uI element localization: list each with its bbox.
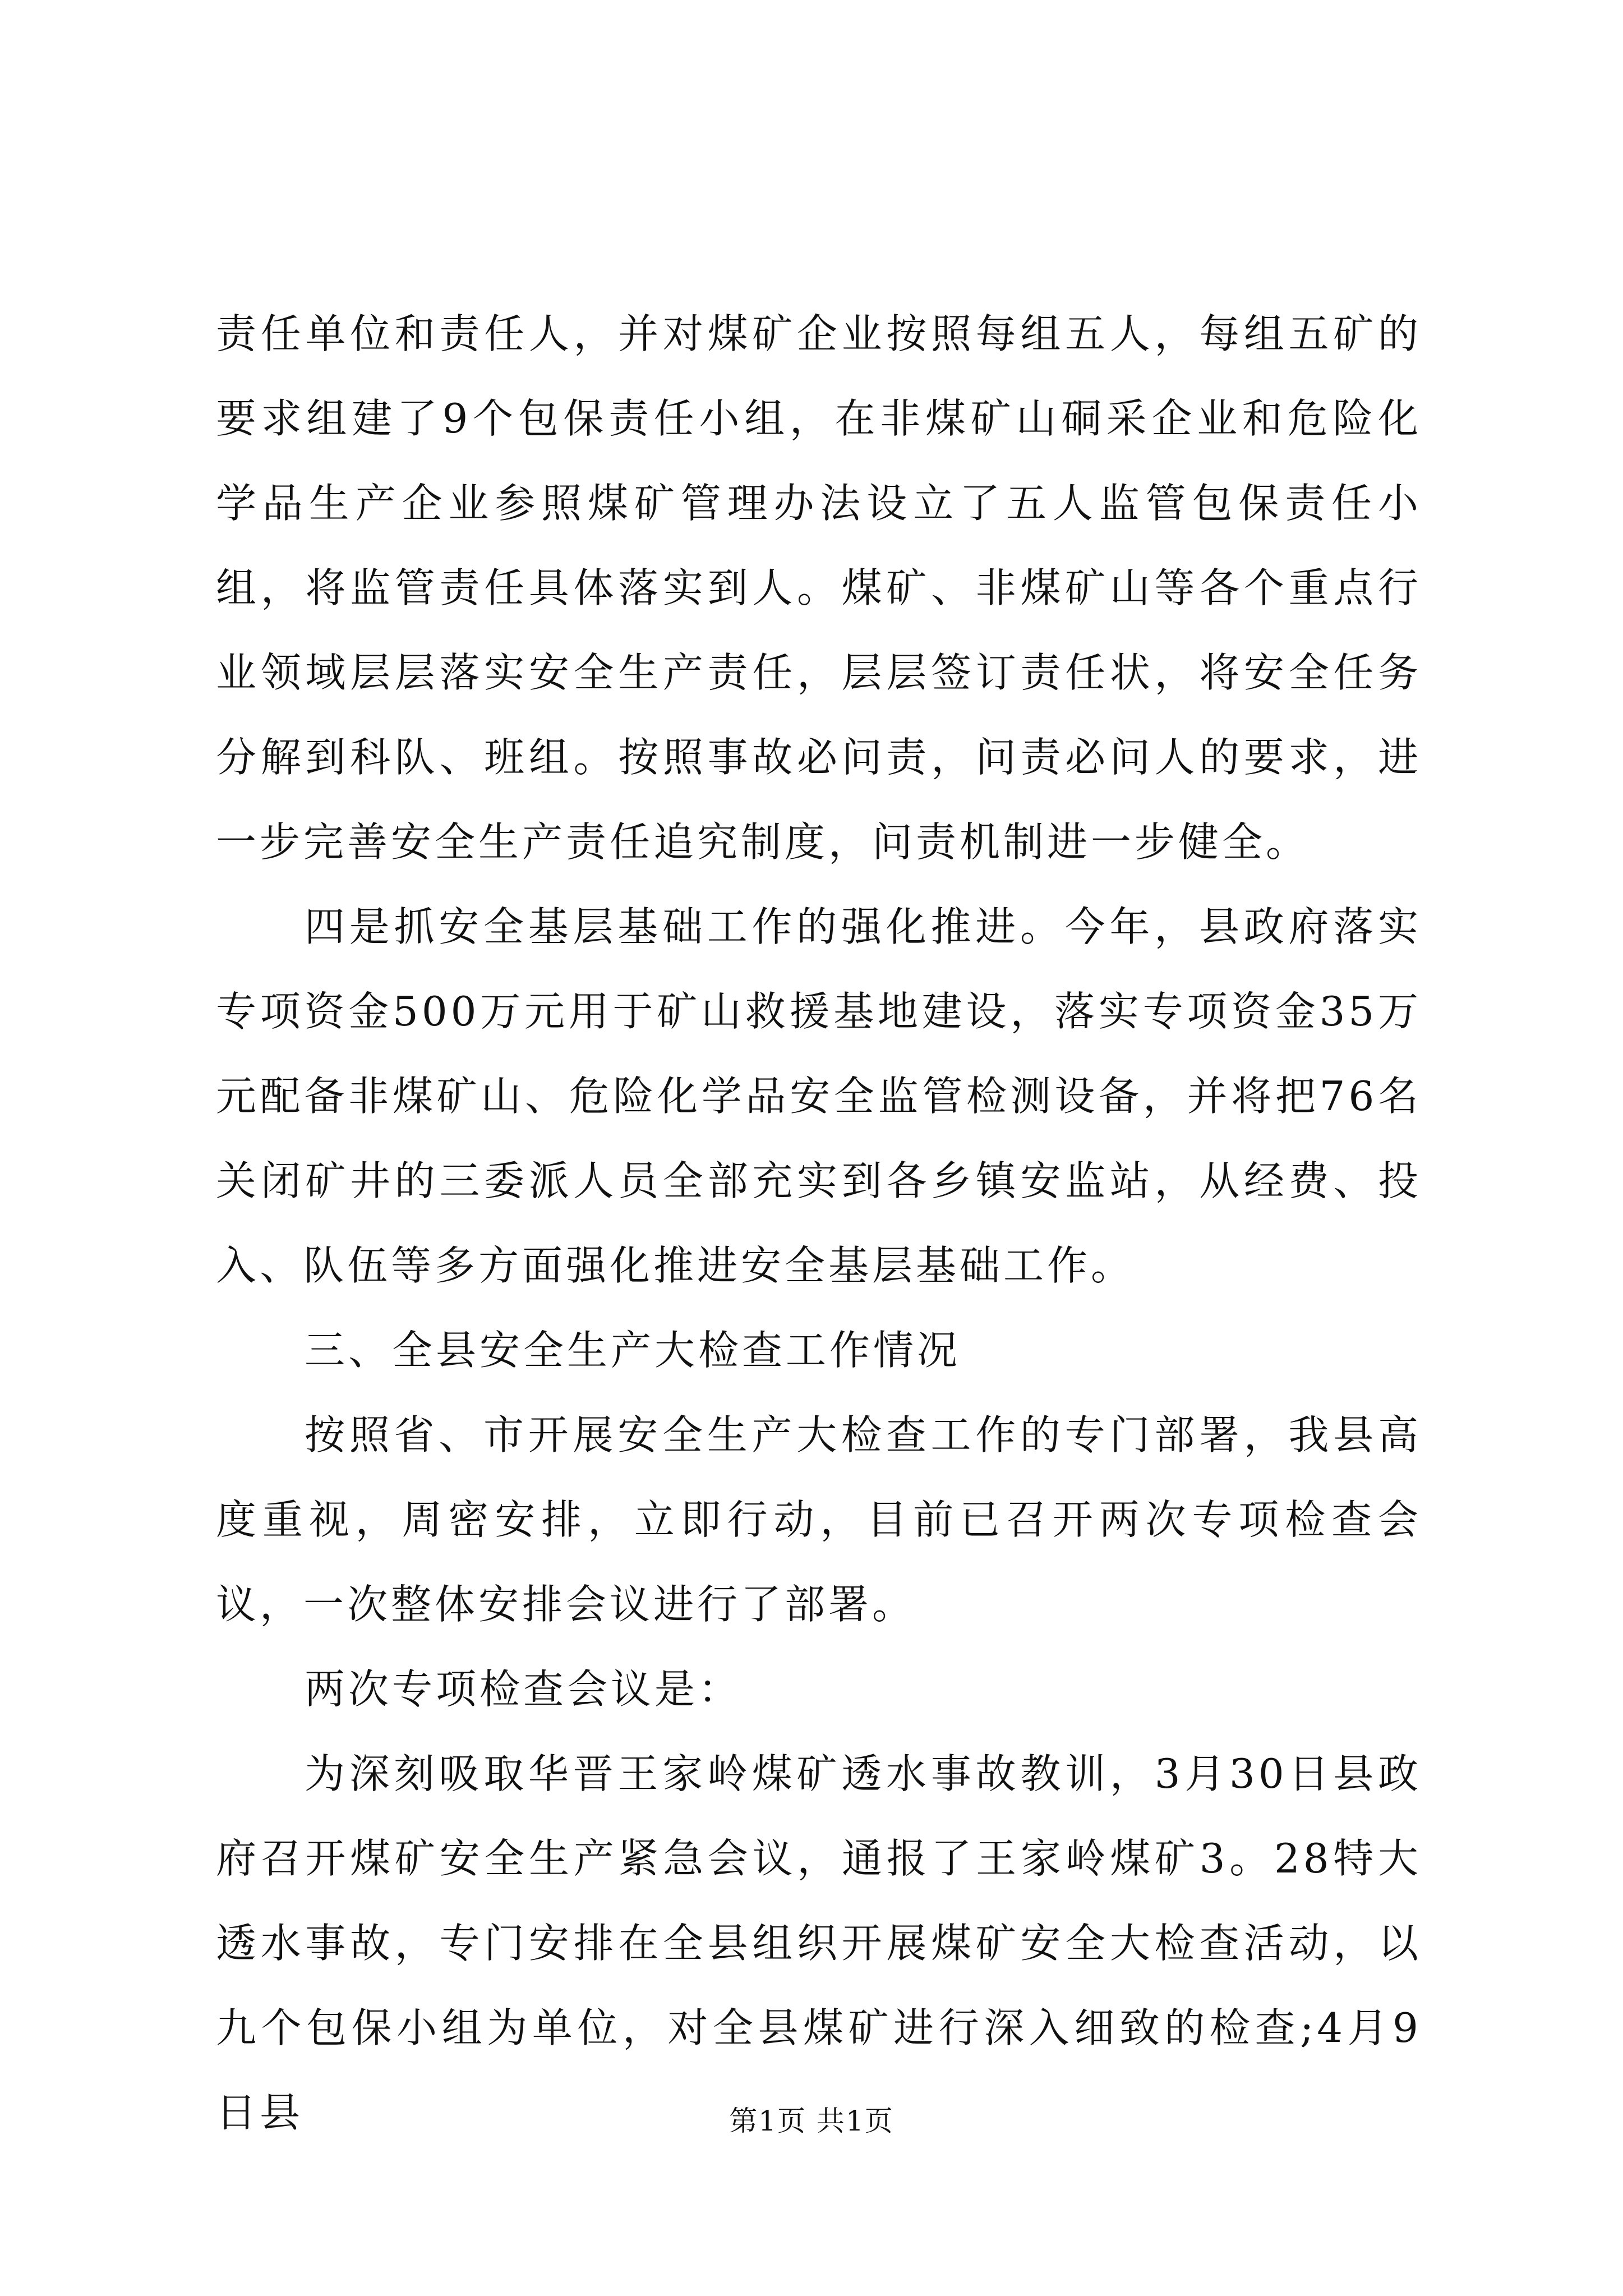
paragraph-inspection-arrangement: 按照省、市开展安全生产大检查工作的专门部署，我县高度重视，周密安排，立即行动，目前已召开两次专项检查会议，一次整体安排会议进行了部署。: [216, 1411, 1422, 1628]
paragraph-grassroots-work: 四是抓安全基层基础工作的强化推进。今年，县政府落实专项资金500万元用于矿山救援基地建设，落实专项资金35万元配备非煤矿山、危险化学品安全监管检测设备，并将把76名关闭矿井的三委派人员全部充实到各乡镇安监站，从经费、投入、队伍等多方面强化推进安全基层基础工作。: [216, 903, 1422, 1289]
document-body: [216, 292, 1422, 2155]
section-heading-inspection: 三、全县安全生产大检查工作情况: [305, 1327, 961, 1374]
paragraph-responsibility-continuation: 责任单位和责任人，并对煤矿企业按照每组五人，每组五矿的要求组建了9个包保责任小组，在非煤矿山硐采企业和危险化学品生产企业参照煤矿管理办法设立了五人监管包保责任小组，将监管责任具体落实到人。煤矿、非煤矿山等各个重点行业领域层层落实安全生产责任，层层签订责任状，将安全任务分解到科队、班组。按照事故必问责，问责必问人的要求，进一步完善安全生产责任追究制度，问责机制进一步健全。: [216, 310, 1422, 866]
paragraph-coal-mine-meeting: 为深刻吸取华晋王家岭煤矿透水事故教训，3月30日县政府召开煤矿安全生产紧急会议，通报了王家岭煤矿3。28特大透水事故，专门安排在全县组织开展煤矿安全大检查活动，以九个包保小组为单位，对全县煤矿进行深入细致的检查;4月9日县: [216, 1750, 1422, 2136]
paragraph-two-meetings: 两次专项检查会议是：: [305, 1665, 743, 1713]
page-footer: 第1页 共1页: [729, 2105, 894, 2137]
